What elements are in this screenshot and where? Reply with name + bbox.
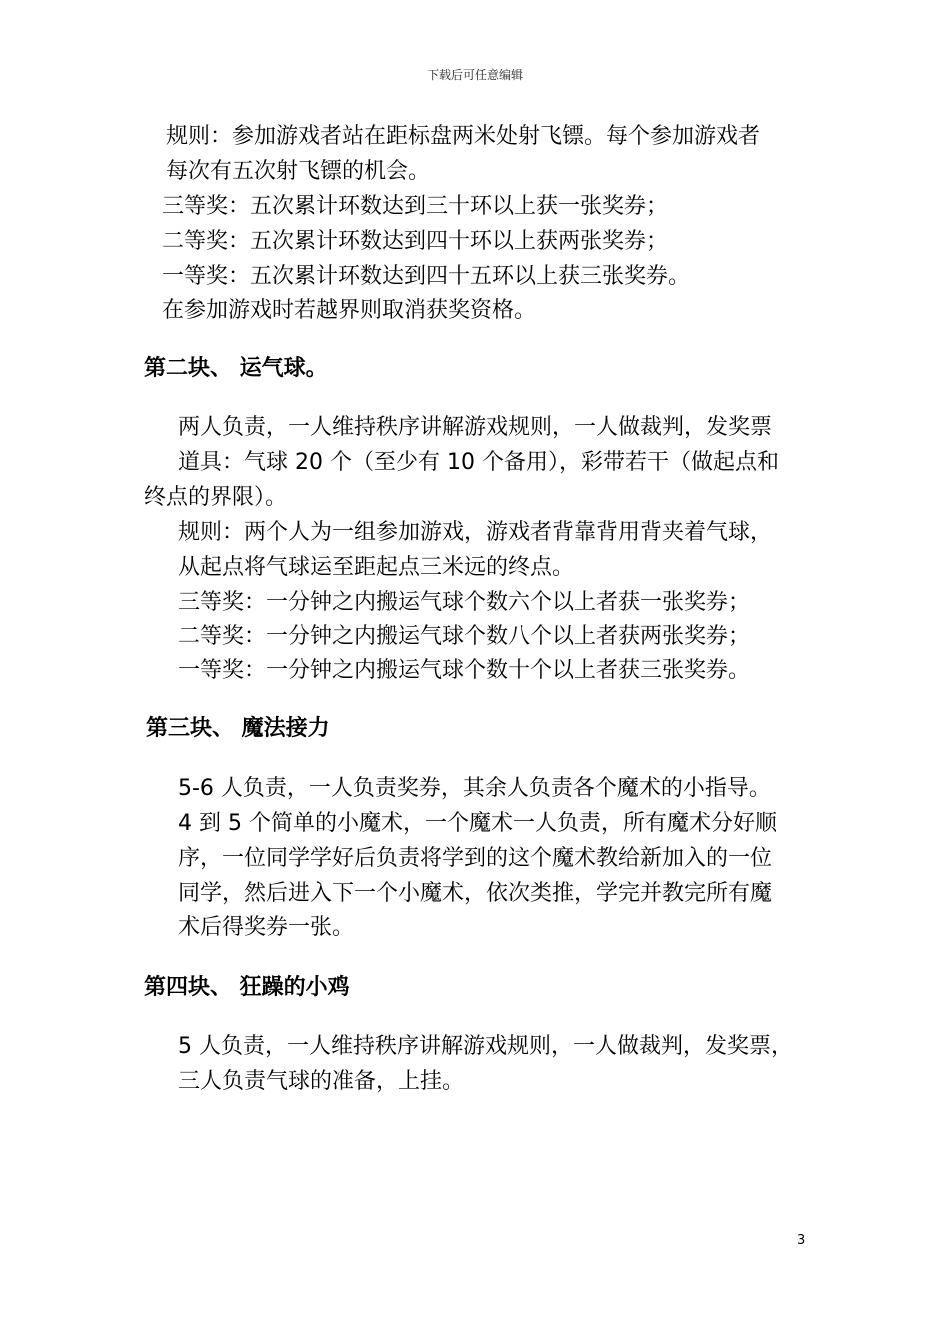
body-line: 4 到 5 个简单的小魔术，一个魔术一人负责，所有魔术分好顺 — [178, 811, 777, 836]
body-line: 三人负责气球的准备，上挂。 — [178, 1069, 465, 1094]
prize-line: 一等奖：一分钟之内搬运气球个数十个以上者获三张奖券。 — [178, 658, 751, 683]
section-heading: 第二块、 运气球。 — [144, 356, 328, 381]
body-line: 道具：气球 20 个（至少有 10 个备用），彩带若干（做起点和 — [178, 450, 779, 475]
rule-line: 规则：参加游戏者站在距标盘两米处射飞镖。每个参加游戏者 — [166, 124, 761, 149]
body-line: 5 人负责，一人维持秩序讲解游戏规则，一人做裁判，发奖票， — [178, 1034, 793, 1059]
section-heading: 第四块、 狂躁的小鸡 — [144, 975, 350, 1000]
body-line: 规则：两个人为一组参加游戏，游戏者背靠背用背夹着气球， — [178, 520, 773, 545]
body-line: 终点的界限）。 — [144, 485, 288, 510]
prize-line: 二等奖：五次累计环数达到四十环以上获两张奖券； — [162, 229, 669, 254]
body-line: 术后得奖券一张。 — [178, 915, 355, 940]
rule-line: 在参加游戏时若越界则取消获奖资格。 — [162, 298, 537, 323]
body-line: 两人负责，一人维持秩序讲解游戏规则，一人做裁判，发奖票 — [178, 415, 773, 440]
body-line: 从起点将气球运至距起点三米远的终点。 — [178, 555, 575, 580]
page-number: 3 — [797, 1233, 806, 1248]
body-line: 序，一位同学学好后负责将学到的这个魔术教给新加入的一位 — [178, 846, 773, 871]
body-line: 5-6 人负责，一人负责奖券，其余人负责各个魔术的小指导。 — [178, 776, 771, 801]
section-heading: 第三块、 魔法接力 — [146, 716, 330, 741]
prize-line: 三等奖：五次累计环数达到三十环以上获一张奖券； — [162, 194, 669, 219]
body-line: 同学，然后进入下一个小魔术，依次类推，学完并教完所有魔 — [178, 881, 773, 906]
page-header: 下载后可任意编辑 — [426, 68, 523, 82]
prize-line: 一等奖：五次累计环数达到四十五环以上获三张奖券。 — [162, 264, 691, 289]
prize-line: 三等奖：一分钟之内搬运气球个数六个以上者获一张奖券； — [178, 590, 751, 615]
rule-line: 每次有五次射飞镖的机会。 — [166, 159, 431, 184]
prize-line: 二等奖：一分钟之内搬运气球个数八个以上者获两张奖券； — [178, 624, 751, 649]
